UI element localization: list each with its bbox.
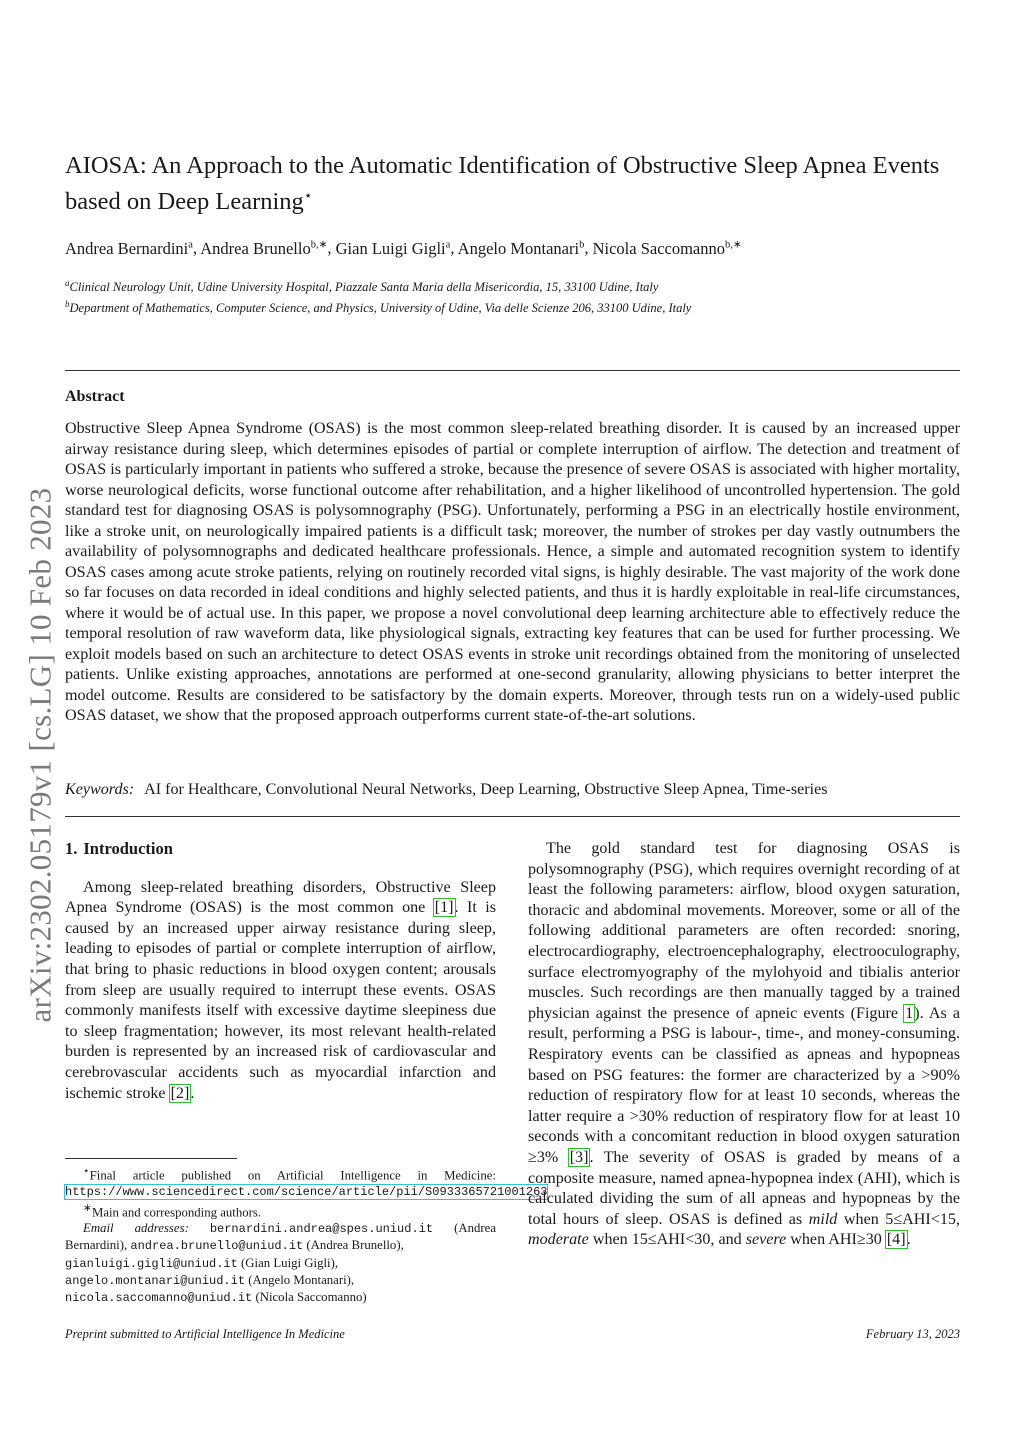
- footnotes: [65, 1164, 548, 1306]
- author-list: Andrea Bernardini$^a$, Andrea Brunello$^{b,∗}$, Gian Luigi Gigli$^a$, Angelo Montanari$^b$, Nicola Saccomanno$^{b,∗}$: [65, 238, 742, 258]
- intro-paragraph-1: Among sleep-related breathing disorders, Obstructive Sleep Apnea Syndrome (OSAS) is the most common one [1]. It is caused by an increased upper airway resistance during sleep, leading to episodes of partial or complete interruption of airflow, that bring to phasic reductions in blood oxygen content; arousals from sleep are usually required to interrupt these events. OSAS commonly manifests itself with excessive daytime sleepiness due to sleep fragmentation; however, its most relevant health-related burden is represented by an increased risk of cardiovascular and cerebrovascular accidents such as myocardial infarction and ischemic stroke [2].: [65, 878, 497, 1102]
- affiliation: $^b$Department of Mathematics, Computer Science, and Physics, University of Udine, Via delle Scienze 206, 33100 Udine, Italy: [65, 299, 692, 316]
- keywords-text: AI for Healthcare, Convolutional Neural Networks, Deep Learning, Obstructive Sleep Apnea, Time-series: [144, 781, 828, 798]
- right-column: [528, 839, 960, 1251]
- citation-link[interactable]: [4]: [886, 1231, 906, 1249]
- citation-link[interactable]: [1]: [434, 899, 454, 917]
- email-address: angelo.montanari@uniud.it: [65, 1273, 246, 1288]
- footnote-corresponding: ∗Main and corresponding authors.: [83, 1202, 262, 1219]
- figure-reference-link[interactable]: 1: [905, 1004, 914, 1022]
- author: Andrea Bernardini$^a$: [65, 238, 193, 258]
- left-column: [65, 839, 496, 1104]
- paper-title: [65, 150, 965, 217]
- author: Nicola Saccomanno$^{b,∗}$: [592, 238, 742, 258]
- arxiv-id-text: arXiv:2302.05179v1 [cs.LG] 10 Feb 2023: [22, 487, 58, 1023]
- footnote-rule: [65, 1158, 237, 1159]
- article-url-link[interactable]: https://www.sciencedirect.com/science/article/pii/S0933365721001263: [65, 1185, 548, 1200]
- author: Gian Luigi Gigli$^a$: [335, 238, 451, 258]
- abstract-text: Obstructive Sleep Apnea Syndrome (OSAS) is the most common sleep-related breathing disorder. It is caused by an increased upper airway resistance during sleep, which determines episodes of partial or complete interruption of airflow. The detection and treatment of OSAS is particularly important in patients who suffered a stroke, because the presence of severe OSAS is associated with higher mortality, worse neurological deficits, worse functional outcome after rehabilitation, and a higher likelihood of uncontrolled hypertension. The gold standard test for diagnosing OSAS is polysomnography (PSG). Unfortunately, performing a PSG in an electrically hostile environment, like a stroke unit, on neurologically impaired patients is a difficult task; moreover, the number of strokes per day vastly outnumbers the availability of polysomnographs and dedicated healthcare professionals. Hence, a simple and automated recognition system to identify OSAS cases among acute stroke patients, relying on routinely recorded vital signs, is highly desirable. The vast majority of the work done so far focuses on data recorded in ideal conditions and highly selected patients, and thus it is hardly exploitable in real-life circumstances, where it would be of actual use. In this paper, we propose a novel convolutional deep learning architecture able to effectively reduce the temporal resolution of raw waveform data, like physiological signals, extracting key features that can be used for further processing. We exploit models based on such an architecture to detect OSAS events in stroke unit recordings obtained from the monitoring of unselected patients. Unlike existing approaches, annotations are performed at one-second granularity, allowing physicians to better interpret the model outcome. Results are considered to be satisfactory by the domain experts. Moreover, through tests run on a widely-used public OSAS dataset, we show that the proposed approach outperforms current state-of-the-art solutions.: [65, 420, 960, 724]
- arxiv-identifier-stamp: [10, 450, 70, 1060]
- abstract-top-rule: [65, 370, 960, 371]
- keywords-label: Keywords:: [65, 781, 135, 798]
- affiliation: $^a$Clinical Neurology Unit, Udine University Hospital, Piazzale Santa Maria della Misericordia, 15, 33100 Udine, Italy: [65, 278, 659, 295]
- author: Andrea Brunello$^{b,∗}$: [200, 238, 328, 258]
- email-address: nicola.saccomanno@uniud.it: [65, 1290, 253, 1305]
- email-address: andrea.brunello@uniud.it: [130, 1239, 304, 1254]
- title-footnote-mark: ⋆: [303, 189, 313, 204]
- footer-preprint-note: Preprint submitted to Artificial Intelligence In Medicine: [65, 1327, 345, 1341]
- intro-paragraph-2: The gold standard test for diagnosing OSAS is polysomnography (PSG), which requires overnight recording of at least the following parameters: airflow, blood oxygen saturation, thoracic and abdominal movements. Moreover, some or all of the following additional parameters are often recorded: snoring, electrocardiography, electroencephalography, electrooculography, surface electromyography of the mylohyoid and tibialis anterior muscles. Such recordings are then manually tagged by a trained physician against the presence of apneic events (Figure 1). As a result, performing a PSG is labour-, time-, and money-consuming. Respiratory events can be classified as apneas and hypopneas based on PSG features: the former are characterized by a >90% reduction of respiratory flow for at least 10 seconds, whereas the latter require a >30% reduction of respiratory flow for at least 10 seconds with a concomitant reduction in blood oxygen saturation ≥3% [3]. The severity of OSAS is graded by means of a composite measure, named apnea-hypopnea index (AHI), which is calculated dividing the sum of all apneas and hypopneas by the total hours of sleep. OSAS is defined as mild when 5≤AHI<15, moderate when 15≤AHI<30, and severe when AHI≥30 [4].: [528, 840, 961, 1249]
- email-address: bernardini.andrea@spes.uniud.it: [209, 1222, 434, 1237]
- paper-title-text: AIOSA: An Approach to the Automatic Identification of Obstructive Sleep Apnea Events based on Deep Learning: [65, 152, 940, 216]
- email-address: gianluigi.gigli@uniud.it: [65, 1256, 238, 1271]
- affiliations: [65, 275, 965, 317]
- footer-date: February 13, 2023: [865, 1327, 960, 1341]
- keywords: [65, 781, 960, 799]
- abstract-heading: Abstract: [65, 388, 125, 405]
- section-heading-introduction: 1. Introduction: [65, 839, 173, 858]
- citation-link[interactable]: [2]: [170, 1084, 190, 1102]
- author: Angelo Montanari$^b$: [457, 238, 585, 258]
- footnote-emails: Email addresses: bernardini.andrea@spes.uniud.it (Andrea Bernardini), andrea.brunello@uniud.it (Andrea Brunello), gianluigi.gigli@uniud.it (Gian Luigi Gigli), angelo.montanari@uniud.it (Angelo Montanari), nicola.saccomanno@uniud.it (Nicola Saccomanno): [65, 1221, 496, 1305]
- footnote-final-article: ⋆Final article published on Artificial Intelligence in Medicine: https://www.sciencedirect.com/science/article/pii/S0933365721001263: [65, 1166, 548, 1200]
- abstract-bottom-rule: [65, 816, 960, 817]
- citation-link[interactable]: [3]: [569, 1148, 589, 1166]
